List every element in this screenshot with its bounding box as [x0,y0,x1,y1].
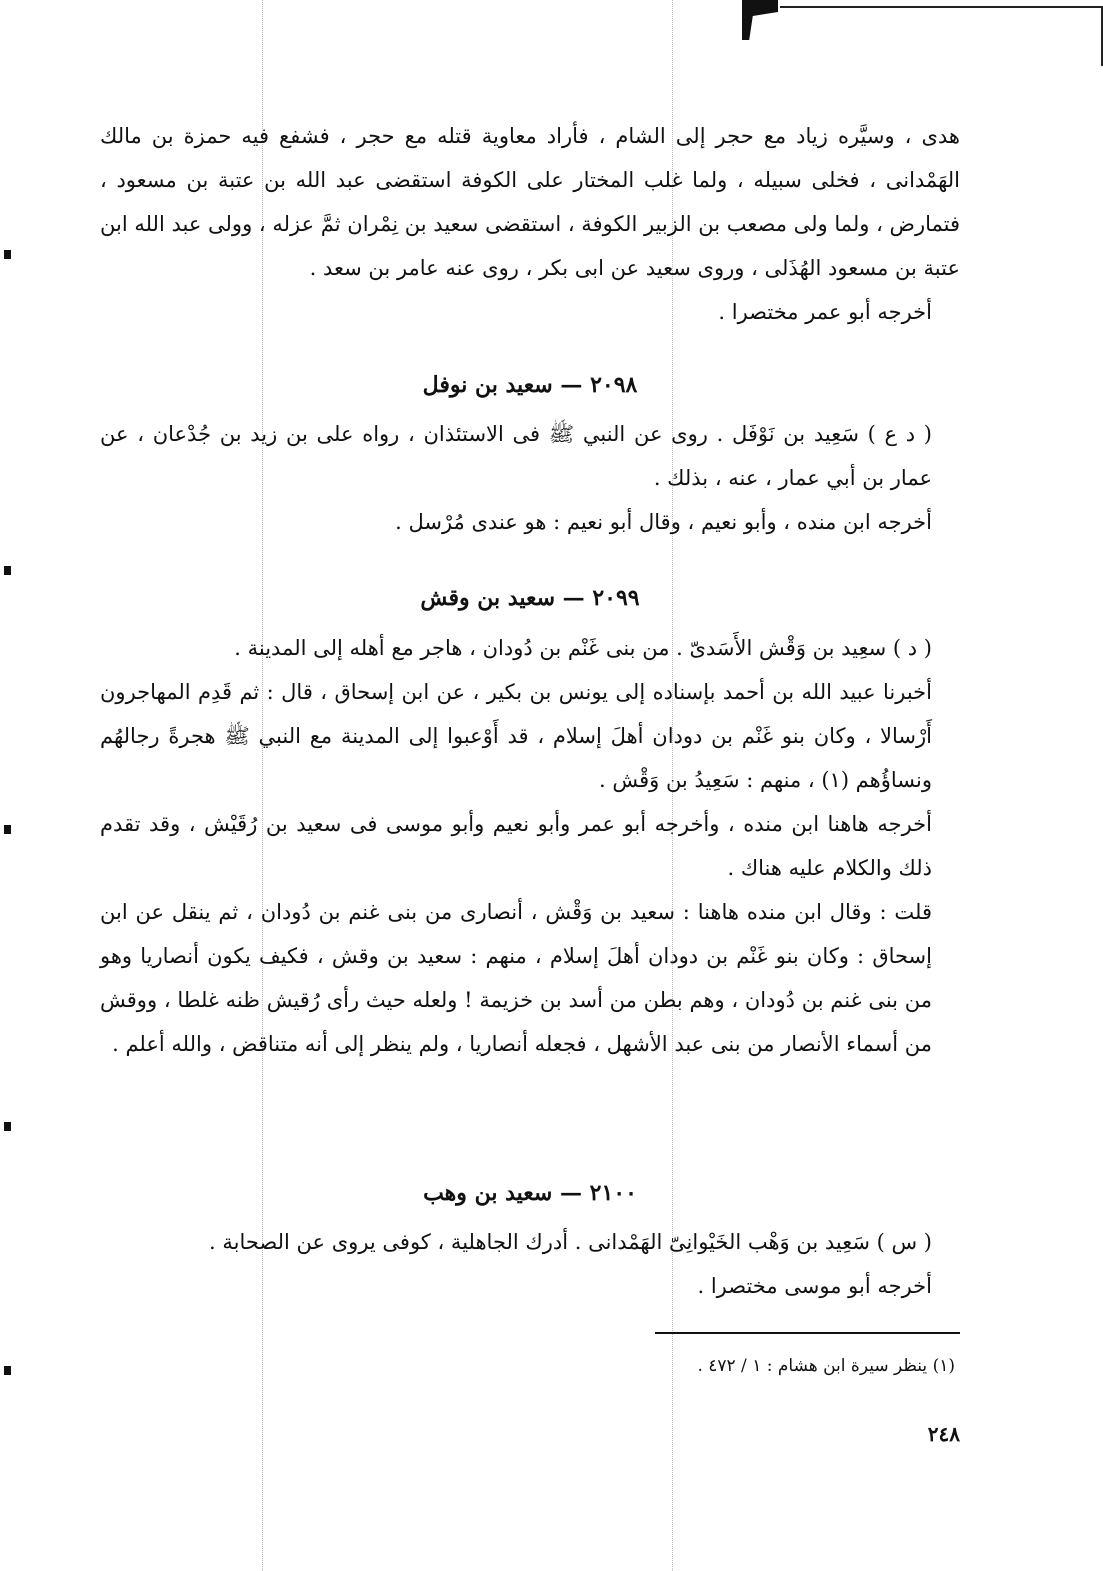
paragraph: أخرجه أبو موسى مختصرا . [697,1274,932,1298]
paragraph: هدى ، وسيَّره زياد مع حجر إلى الشام ، فأراد معاوية قتله مع حجر ، فشفع فيه حمزة بن مالك الهَمْدانى ، فخلى سبيله ، ولما غلب المختار على الكوفة استقضى عبد الله بن عتبة بن مسعود ، فتمارض ، ولما ولى مصعب بن الزبير الكوفة ، استقضى سعيد بن نِمْران ثمَّ عزله ، وولى عبد الله ابن عتبة بن مسعود الهُذَلى ، وروى سعيد عن ابى بكر ، روى عنه عامر بن سعد . [100,124,960,280]
footnote-divider [655,1332,960,1334]
margin-mark [4,1366,11,1375]
entry-body [100,626,960,1066]
margin-mark [4,1122,11,1131]
scan-corner-mark [742,0,778,40]
margin-mark [4,566,11,575]
margin-mark [4,825,11,834]
page-number: ٢٤٨ [927,1422,960,1446]
entry-heading: ٢٠٩٨ — سعيد بن نوفل [422,372,638,398]
footnote: (١) ينظر سيرة ابن هشام : ١ / ٤٧٢ . [697,1356,955,1376]
entry-body [100,412,960,544]
margin-mark [4,250,11,259]
paragraph: أخرجه هاهنا ابن منده ، وأخرجه أبو عمر وأبو نعيم وأبو موسى فى سعيد بن رُقَيْش ، وقد تقدم ذلك والكلام عليه هناك . [100,812,932,880]
paragraph: ( د ع ) سَعِيد بن نَوْفَل . روى عن النبي ﷺ فى الاستئذان ، رواه على بن زيد بن جُدْعان ، عن عمار بن أبي عمار ، عنه ، بذلك . [100,422,932,490]
scan-edge-line [780,6,1103,8]
entry-heading: ٢١٠٠ — سعيد بن وهب [423,1180,637,1206]
intro-text [100,114,960,334]
paragraph: أخرجه ابن منده ، وأبو نعيم ، وقال أبو نعيم : هو عندى مُرْسل . [395,510,932,534]
entry-heading: ٢٠٩٩ — سعيد بن وقش [420,585,640,611]
paragraph: ( د ) سعِيد بن وَقْش الأَسَدىّ . من بنى غَنْم بن دُودان ، هاجر مع أهله إلى المدينة . [234,636,932,660]
paragraph: قلت : وقال ابن منده هاهنا : سعيد بن وَقْش ، أنصارى من بنى غنم بن دُودان ، ثم ينقل عن ابن إسحاق : وكان بنو غَنْم بن دودان أهلَ إسلام ، منهم : سعيد بن وقش ، فكيف يكون أنصاريا وهو من بنى غنم بن دُودان ، وهم بطن من أسد بن خزيمة ! ولعله حيث رأى رُقيش ظنه غلطا ، ووقش من أسماء الأنصار من بنى عبد الأشهل ، فجعله أنصاريا ، ولم ينظر إلى أنه متناقض ، والله أعلم . [100,900,932,1056]
paragraph: أخرجه أبو عمر مختصرا . [718,300,932,324]
entry-body [100,1220,960,1308]
paragraph: أخبرنا عبيد الله بن أحمد بإسناده إلى يونس بن بكير ، عن ابن إسحاق ، قال : ثم قَدِم المهاجرون أَرْسالا ، وكان بنو غَنْم بن دودان أهلَ إسلام ، قد أَوْعبوا إلى المدينة مع النبي ﷺ هجرةً رجالهُم ونساؤُهم (١) ، منهم : سَعِيدُ بن وَقْش . [100,680,932,792]
paragraph: ( س ) سَعِيد بن وَهْب الخَيْوانِىّ الهَمْدانى . أدرك الجاهلية ، كوفى يروى عن الصحابة . [209,1230,932,1254]
